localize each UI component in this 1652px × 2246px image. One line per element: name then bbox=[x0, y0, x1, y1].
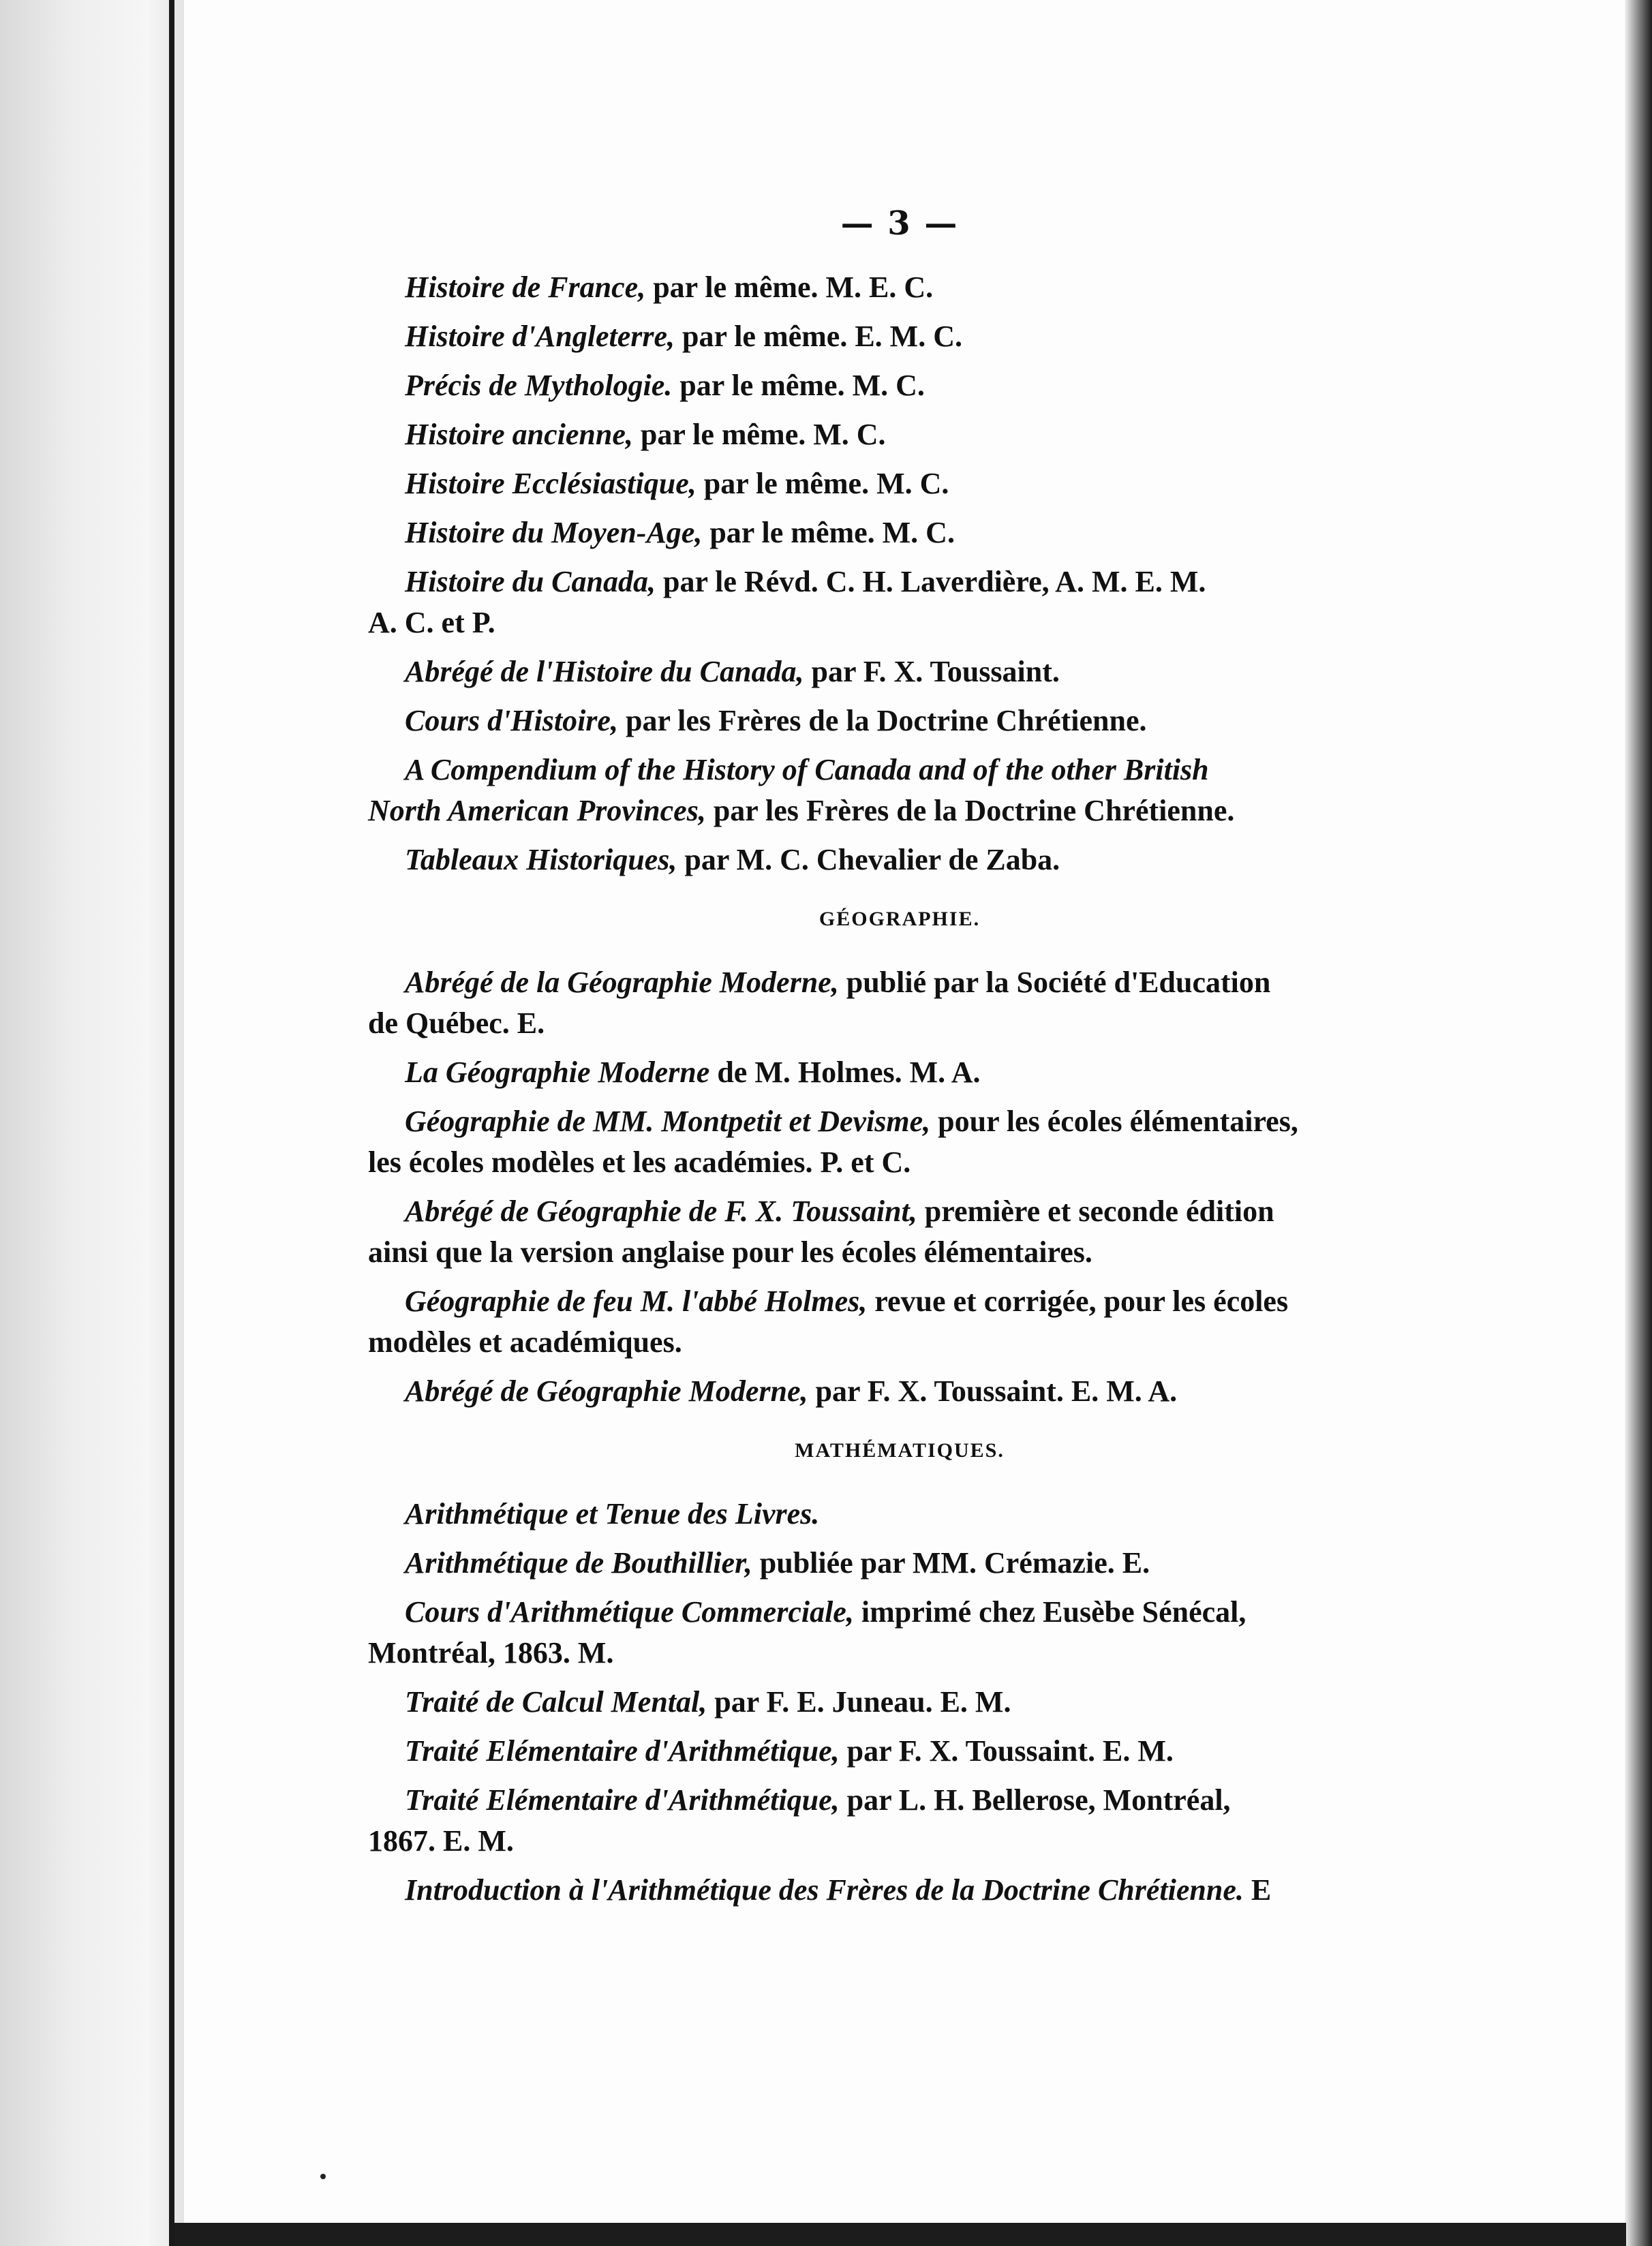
catalogue-entry bbox=[368, 1682, 1431, 1723]
entry-details: publiée par MM. Crémazie. E. bbox=[752, 1546, 1150, 1580]
entry-title: Abrégé de Géographie de F. X. Toussaint, bbox=[405, 1195, 917, 1228]
entry-title: Traité Elémentaire d'Arithmétique, bbox=[405, 1783, 840, 1817]
entry-details: E bbox=[1243, 1873, 1272, 1907]
entry-continuation bbox=[368, 790, 1431, 831]
catalogue-entry bbox=[368, 365, 1431, 406]
entry-details: par le même. M. E. C. bbox=[645, 271, 934, 304]
entry-title: Introduction à l'Arithmétique des Frères de la Doctrine Chrétienne. bbox=[405, 1873, 1244, 1907]
catalogue-entry bbox=[368, 1494, 1431, 1535]
entry-first-line bbox=[368, 840, 1431, 880]
entry-first-line bbox=[368, 562, 1431, 602]
entry-details: par les Frères de la Doctrine Chrétienne. bbox=[617, 704, 1147, 737]
catalogue-entry bbox=[368, 651, 1431, 692]
entry-details-continued: de Québec. E. bbox=[368, 1006, 545, 1040]
catalogue-sections bbox=[368, 267, 1431, 1911]
entry-title: Abrégé de Géographie Moderne, bbox=[405, 1374, 808, 1408]
page-content bbox=[368, 204, 1431, 1919]
entry-details: revue et corrigée, pour les écoles bbox=[867, 1284, 1289, 1318]
entry-details: par le même. E. M. C. bbox=[675, 320, 962, 353]
entry-details: par le même. M. C. bbox=[696, 467, 949, 500]
entry-title: Abrégé de la Géographie Moderne, bbox=[405, 966, 839, 999]
catalogue-entry bbox=[368, 962, 1431, 1044]
entry-details: par F. X. Toussaint. bbox=[804, 655, 1060, 688]
entry-details: par le Révd. C. H. Laverdière, A. M. E. M. bbox=[655, 565, 1206, 598]
entry-continuation bbox=[368, 1232, 1431, 1273]
entry-first-line bbox=[368, 1494, 1431, 1535]
entry-details-continued: Montréal, 1863. M. bbox=[368, 1636, 614, 1670]
speck bbox=[320, 2174, 326, 2179]
entry-first-line bbox=[368, 267, 1431, 308]
entry-first-line bbox=[368, 1731, 1431, 1772]
entry-title: A Compendium of the History of Canada and of the other British bbox=[405, 753, 1209, 786]
catalogue-entry bbox=[368, 1191, 1431, 1273]
entry-details: par le même. M. C. bbox=[632, 418, 886, 451]
entry-continuation bbox=[368, 1322, 1431, 1363]
catalogue-entry bbox=[368, 701, 1431, 741]
entry-details: imprimé chez Eusèbe Sénécal, bbox=[853, 1595, 1246, 1629]
entry-title: Géographie de MM. Montpetit et Devisme, bbox=[405, 1105, 931, 1138]
entry-details-continued: 1867. E. M. bbox=[368, 1824, 514, 1858]
catalogue-entry bbox=[368, 840, 1431, 880]
entry-details: par le même. M. C. bbox=[702, 516, 955, 549]
catalogue-entry bbox=[368, 316, 1431, 357]
catalogue-entry bbox=[368, 1780, 1431, 1862]
entry-title: Traité de Calcul Mental, bbox=[405, 1685, 707, 1719]
entry-title: Histoire du Canada, bbox=[405, 565, 656, 598]
entry-first-line bbox=[368, 1682, 1431, 1723]
catalogue-entry bbox=[368, 1870, 1431, 1911]
catalogue-entry bbox=[368, 512, 1431, 553]
entry-first-line bbox=[368, 512, 1431, 553]
entry-title: Arithmétique de Bouthillier, bbox=[405, 1546, 752, 1580]
catalogue-entry bbox=[368, 463, 1431, 504]
entry-first-line bbox=[368, 750, 1431, 790]
entry-first-line bbox=[368, 1543, 1431, 1584]
section-heading: GÉOGRAPHIE. bbox=[819, 908, 981, 930]
entry-details: par F. E. Juneau. E. M. bbox=[707, 1685, 1011, 1719]
catalogue-entry bbox=[368, 1731, 1431, 1772]
entry-continuation bbox=[368, 1821, 1431, 1862]
catalogue-entry bbox=[368, 562, 1431, 643]
entry-title: Précis de Mythologie. bbox=[405, 369, 673, 402]
entry-first-line bbox=[368, 701, 1431, 741]
entry-first-line bbox=[368, 316, 1431, 357]
entry-title: La Géographie Moderne bbox=[405, 1056, 710, 1089]
entry-title: Histoire ancienne, bbox=[405, 418, 633, 451]
entry-title: Histoire Ecclésiastique, bbox=[405, 467, 697, 500]
entry-details: publié par la Société d'Education bbox=[838, 966, 1271, 999]
catalogue-entry bbox=[368, 1371, 1431, 1412]
page-number: — 3 — bbox=[840, 204, 959, 243]
entry-title: Histoire d'Angleterre, bbox=[405, 320, 675, 353]
entry-details-continued: ainsi que la version anglaise pour les écoles élémentaires. bbox=[368, 1235, 1092, 1269]
entry-continuation bbox=[368, 602, 1431, 643]
catalogue-entry bbox=[368, 267, 1431, 308]
entry-details: par le même. M. C. bbox=[672, 369, 925, 402]
scan-bottom-edge bbox=[174, 2223, 1626, 2246]
catalogue-entry bbox=[368, 1543, 1431, 1584]
entry-first-line bbox=[368, 1371, 1431, 1412]
catalogue-entry bbox=[368, 1592, 1431, 1674]
entry-title: Cours d'Histoire, bbox=[405, 704, 618, 737]
catalogue-entry bbox=[368, 414, 1431, 455]
entry-first-line bbox=[368, 1592, 1431, 1633]
entry-title: Arithmétique et Tenue des Livres. bbox=[405, 1497, 820, 1530]
entry-first-line bbox=[368, 365, 1431, 406]
entry-details: par F. X. Toussaint. E. M. bbox=[839, 1734, 1174, 1768]
entry-details-continued: les écoles modèles et les académies. P. et C. bbox=[368, 1145, 911, 1179]
entry-details: par F. X. Toussaint. E. M. A. bbox=[808, 1374, 1178, 1408]
binding-edge bbox=[169, 0, 174, 2246]
entry-continuation bbox=[368, 1003, 1431, 1044]
entry-details: par M. C. Chevalier de Zaba. bbox=[677, 843, 1060, 876]
entry-details: par L. H. Bellerose, Montréal, bbox=[839, 1783, 1231, 1817]
entry-title: Traité Elémentaire d'Arithmétique, bbox=[405, 1734, 840, 1768]
entry-first-line bbox=[368, 1191, 1431, 1232]
entry-details-continued: modèles et académiques. bbox=[368, 1325, 682, 1359]
catalogue-entry bbox=[368, 1052, 1431, 1093]
entry-title: Histoire de France, bbox=[405, 271, 646, 304]
entry-title: Géographie de feu M. l'abbé Holmes, bbox=[405, 1284, 868, 1318]
entry-details: pour les écoles élémentaires, bbox=[930, 1105, 1298, 1138]
entry-first-line bbox=[368, 1780, 1431, 1821]
catalogue-entry bbox=[368, 750, 1431, 831]
entry-details-continued: par les Frères de la Doctrine Chrétienne. bbox=[705, 794, 1235, 827]
previous-page-gutter bbox=[0, 0, 184, 2246]
entry-first-line bbox=[368, 414, 1431, 455]
entry-title: Cours d'Arithmétique Commerciale, bbox=[405, 1595, 854, 1629]
entry-details: de M. Holmes. M. A. bbox=[709, 1056, 981, 1089]
entry-first-line bbox=[368, 651, 1431, 692]
entry-first-line bbox=[368, 1870, 1431, 1911]
catalogue-entry bbox=[368, 1281, 1431, 1363]
entry-first-line bbox=[368, 463, 1431, 504]
entry-details-continued: A. C. et P. bbox=[368, 606, 495, 639]
entry-first-line bbox=[368, 1101, 1431, 1142]
entry-title: Tableaux Historiques, bbox=[405, 843, 677, 876]
entry-title: Abrégé de l'Histoire du Canada, bbox=[405, 655, 804, 688]
scan-right-edge bbox=[1625, 0, 1652, 2246]
entry-details: première et seconde édition bbox=[917, 1195, 1274, 1228]
entry-first-line bbox=[368, 962, 1431, 1003]
entry-title: Histoire du Moyen-Age, bbox=[405, 516, 703, 549]
entry-continuation bbox=[368, 1142, 1431, 1183]
catalogue-entry bbox=[368, 1101, 1431, 1183]
entry-continuation bbox=[368, 1633, 1431, 1674]
entry-first-line bbox=[368, 1281, 1431, 1322]
section-heading: MATHÉMATIQUES. bbox=[795, 1439, 1005, 1462]
entry-title-continued: North American Provinces, bbox=[368, 794, 706, 827]
entry-first-line bbox=[368, 1052, 1431, 1093]
